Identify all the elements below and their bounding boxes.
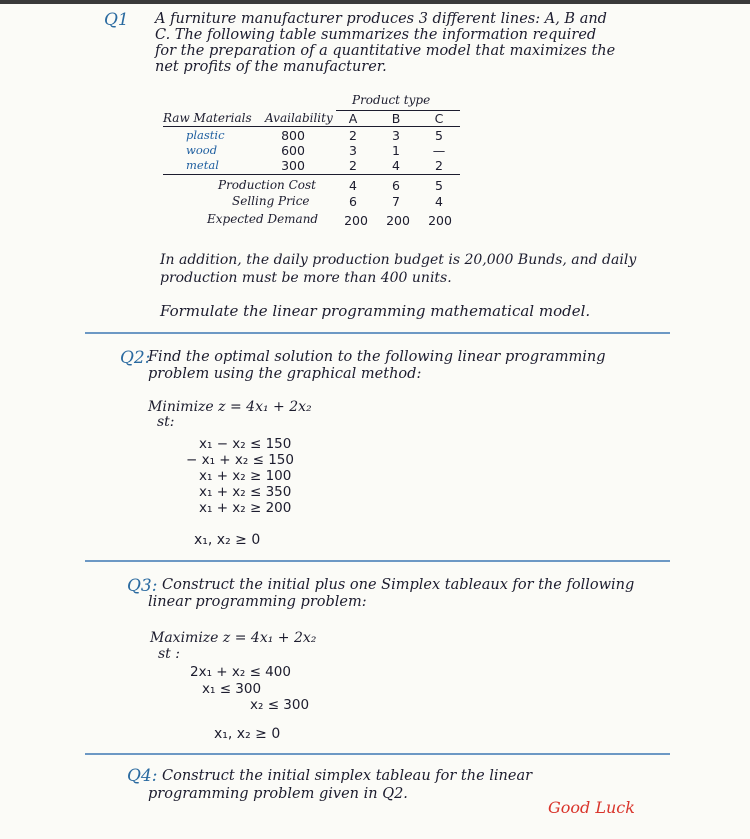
- q3-number: Q3:: [127, 576, 158, 596]
- q1-line-1: A furniture manufacturer produces 3 different lines: A, B and: [155, 11, 607, 27]
- q3-constraint: 2x₁ + x₂ ≤ 400: [190, 664, 291, 680]
- material-name: wood: [186, 143, 218, 157]
- table-cell: 6: [392, 178, 400, 193]
- q3-st: st :: [158, 646, 180, 662]
- product-b-header: B: [391, 111, 401, 126]
- q1-number: Q1: [104, 10, 129, 30]
- q1-addition-line-2: production must be more than 400 units.: [160, 270, 452, 286]
- product-c-header: C: [434, 111, 444, 126]
- q2-objective: Minimize z = 4x₁ + 2x₂: [148, 399, 312, 415]
- table-cell: 4: [392, 158, 400, 173]
- material-avail: 300: [281, 158, 305, 173]
- q1-line-2: C. The following table summarizes the information required: [155, 27, 597, 43]
- production-cost-label: Production Cost: [218, 178, 316, 192]
- table-cell: 1: [392, 143, 400, 158]
- q2-constraint: − x₁ + x₂ ≤ 150: [186, 452, 294, 468]
- q2-constraint: x₁ + x₂ ≥ 100: [199, 468, 292, 484]
- q1-line-3: for the preparation of a quantitative model that maximizes the: [155, 43, 616, 59]
- table-cell: 2: [349, 128, 357, 143]
- table-cell: 5: [435, 178, 443, 193]
- material-name: plastic: [186, 128, 225, 142]
- selling-price-label: Selling Price: [232, 194, 310, 208]
- material-avail: 800: [281, 128, 305, 143]
- table-cell: 6: [349, 194, 357, 209]
- header-underline: [163, 126, 460, 127]
- q2-constraint: x₁ + x₂ ≤ 350: [199, 484, 292, 500]
- material-name: metal: [186, 158, 219, 172]
- table-cell: 4: [435, 194, 443, 209]
- table-cell: 3: [392, 128, 400, 143]
- q3-nonneg: x₁, x₂ ≥ 0: [214, 726, 281, 742]
- q1-formulate: Formulate the linear programming mathematical model.: [160, 302, 591, 320]
- q3-objective: Maximize z = 4x₁ + 2x₂: [150, 630, 317, 646]
- q3-constraint: x₂ ≤ 300: [250, 697, 310, 713]
- materials-underline: [163, 174, 460, 175]
- q3-constraint: x₁ ≤ 300: [202, 681, 262, 697]
- q1-line-4: net profits of the manufacturer.: [155, 59, 387, 75]
- q2-constraint: x₁ − x₂ ≤ 150: [199, 436, 292, 452]
- q2-line-1: Find the optimal solution to the following linear programming: [148, 349, 606, 365]
- raw-materials-header: Raw Materials: [163, 111, 252, 125]
- separator-line: [85, 332, 670, 334]
- good-luck-note: Good Luck: [548, 798, 635, 817]
- q4-line-2: programming problem given in Q2.: [148, 786, 408, 802]
- q1-addition-line-1: In addition, the daily production budget is 20,000 Bunds, and daily: [160, 252, 637, 268]
- separator-line: [85, 560, 670, 562]
- separator-line: [85, 753, 670, 755]
- table-cell: 2: [349, 158, 357, 173]
- q4-number: Q4:: [127, 766, 158, 786]
- table-cell: 7: [392, 194, 400, 209]
- q3-line-1: Construct the initial plus one Simplex tableaux for the following: [162, 577, 635, 593]
- q2-constraint: x₁ + x₂ ≥ 200: [199, 500, 292, 516]
- material-avail: 600: [281, 143, 305, 158]
- q3-line-2: linear programming problem:: [148, 594, 367, 610]
- q2-number: Q2:: [120, 348, 151, 368]
- availability-header: Availability: [265, 111, 333, 125]
- q2-nonneg: x₁, x₂ ≥ 0: [194, 532, 261, 548]
- expected-demand-label: Expected Demand: [207, 212, 319, 226]
- table-cell: 3: [349, 143, 357, 158]
- table-cell: 200: [386, 213, 410, 228]
- table-cell: 5: [435, 128, 443, 143]
- q2-line-2: problem using the graphical method:: [148, 366, 422, 382]
- table-cell: —: [432, 143, 446, 158]
- q2-st: st:: [157, 414, 175, 430]
- top-bar: [0, 0, 750, 4]
- table-cell: 2: [435, 158, 443, 173]
- table-cell: 200: [428, 213, 452, 228]
- product-type-header: Product type: [352, 93, 431, 107]
- table-cell: 200: [344, 213, 368, 228]
- table-cell: 4: [349, 178, 357, 193]
- q4-line-1: Construct the initial simplex tableau for the linear: [162, 768, 533, 784]
- product-a-header: A: [348, 111, 358, 126]
